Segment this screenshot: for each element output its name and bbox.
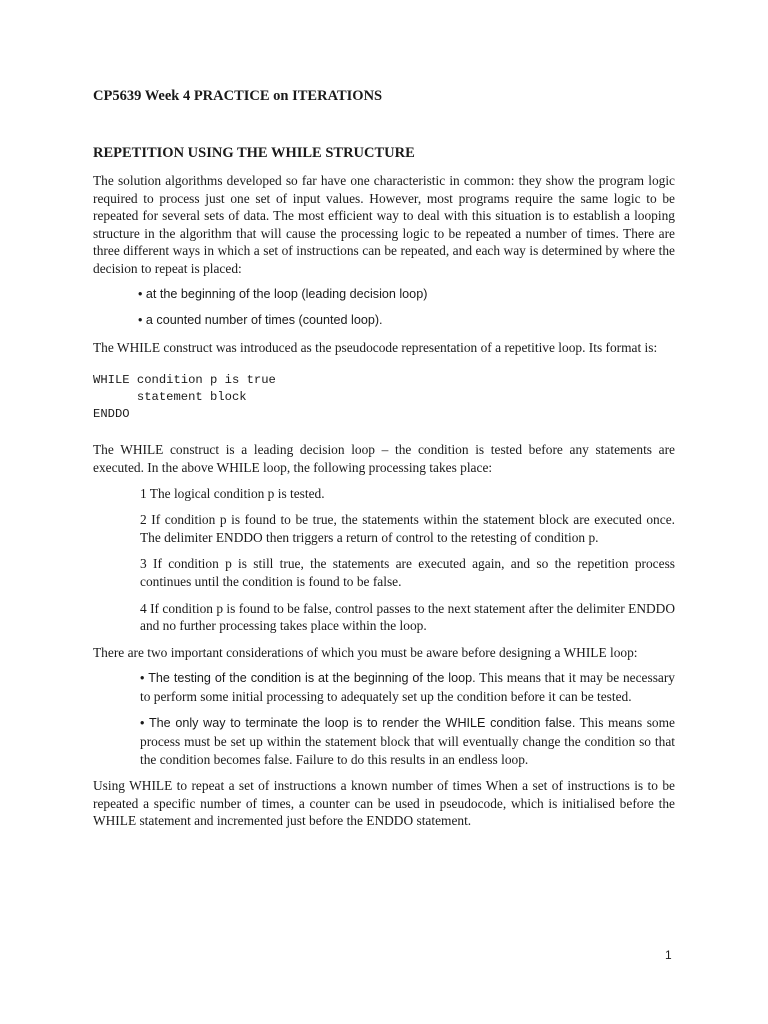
bullet-icon: •	[140, 716, 145, 731]
code-line: WHILE condition p is true	[93, 373, 276, 388]
bullet-icon: •	[138, 286, 143, 301]
consideration-item	[140, 669, 675, 705]
bullet-item	[138, 286, 675, 304]
section-heading: REPETITION USING THE WHILE STRUCTURE	[93, 145, 415, 161]
bullet-icon: •	[140, 671, 145, 686]
closing-paragraph: Using WHILE to repeat a set of instructions a known number of times When a set of instructions is to be repeated a specific number of times, a counter can be used in pseudocode, which is initialised before the WHILE statement and incremented just before the ENDDO statement.	[93, 778, 675, 829]
bullet-icon: •	[138, 313, 143, 328]
consideration-lead: The testing of the condition is at the beginning of the loop.	[148, 671, 476, 686]
leading-decision-paragraph: The WHILE construct is a leading decision loop – the condition is tested before any statements are executed. In the above WHILE loop, the following processing takes place:	[93, 442, 675, 475]
step-item: 1 The logical condition p is tested.	[140, 485, 325, 501]
step-item: 3 If condition p is still true, the statements are executed again, and so the repetition process continues until the condition is found to be false.	[140, 556, 675, 589]
pseudocode-block	[93, 372, 675, 423]
code-line: ENDDO	[93, 407, 130, 422]
document-title: CP5639 Week 4 PRACTICE on ITERATIONS	[93, 88, 383, 104]
intro-paragraph: The solution algorithms developed so far have one characteristic in common: they show the program logic required to process just one set of input values. However, most programs require the same logic to be repeated for several sets of data. The most efficient way to deal with this situation is to establish a looping structure in the algorithm that will cause the processing logic to be repeated a number of times. There are three different ways in which a set of instructions can be repeated, and each way is determined by where the decision to repeat is placed:	[93, 173, 675, 276]
bullet-text: at the beginning of the loop (leading decision loop)	[145, 286, 428, 301]
consideration-item	[140, 714, 675, 768]
bullet-text: a counted number of times (counted loop).	[145, 313, 383, 328]
step-item: 2 If condition p is found to be true, the statements within the statement block are executed once. The delimiter ENDDO then triggers a return of control to the retesting of condition p.	[140, 512, 675, 545]
page-number: 1	[665, 948, 672, 962]
while-intro-paragraph: The WHILE construct was introduced as the pseudocode representation of a repetitive loop. Its format is:	[93, 339, 658, 355]
considerations-intro-paragraph: There are two important considerations of which you must be aware before designing a WHILE loop:	[93, 644, 638, 660]
document-page	[93, 88, 675, 838]
bullet-item	[138, 312, 675, 330]
step-item: 4 If condition p is found to be false, control passes to the next statement after the delimiter ENDDO and no further processing takes place within the loop.	[140, 600, 675, 634]
consideration-lead: The only way to terminate the loop is to render the WHILE condition false.	[148, 716, 576, 731]
code-line: statement block	[93, 390, 247, 405]
consideration-text: This means that it may be necessary to perform some initial processing to adequately set up the condition before it can be tested.	[140, 670, 676, 704]
consideration-text: This means some process must be set up within the statement block that will eventually change the condition so that the condition becomes false. Failure to do this results in an endless loop.	[140, 715, 675, 767]
